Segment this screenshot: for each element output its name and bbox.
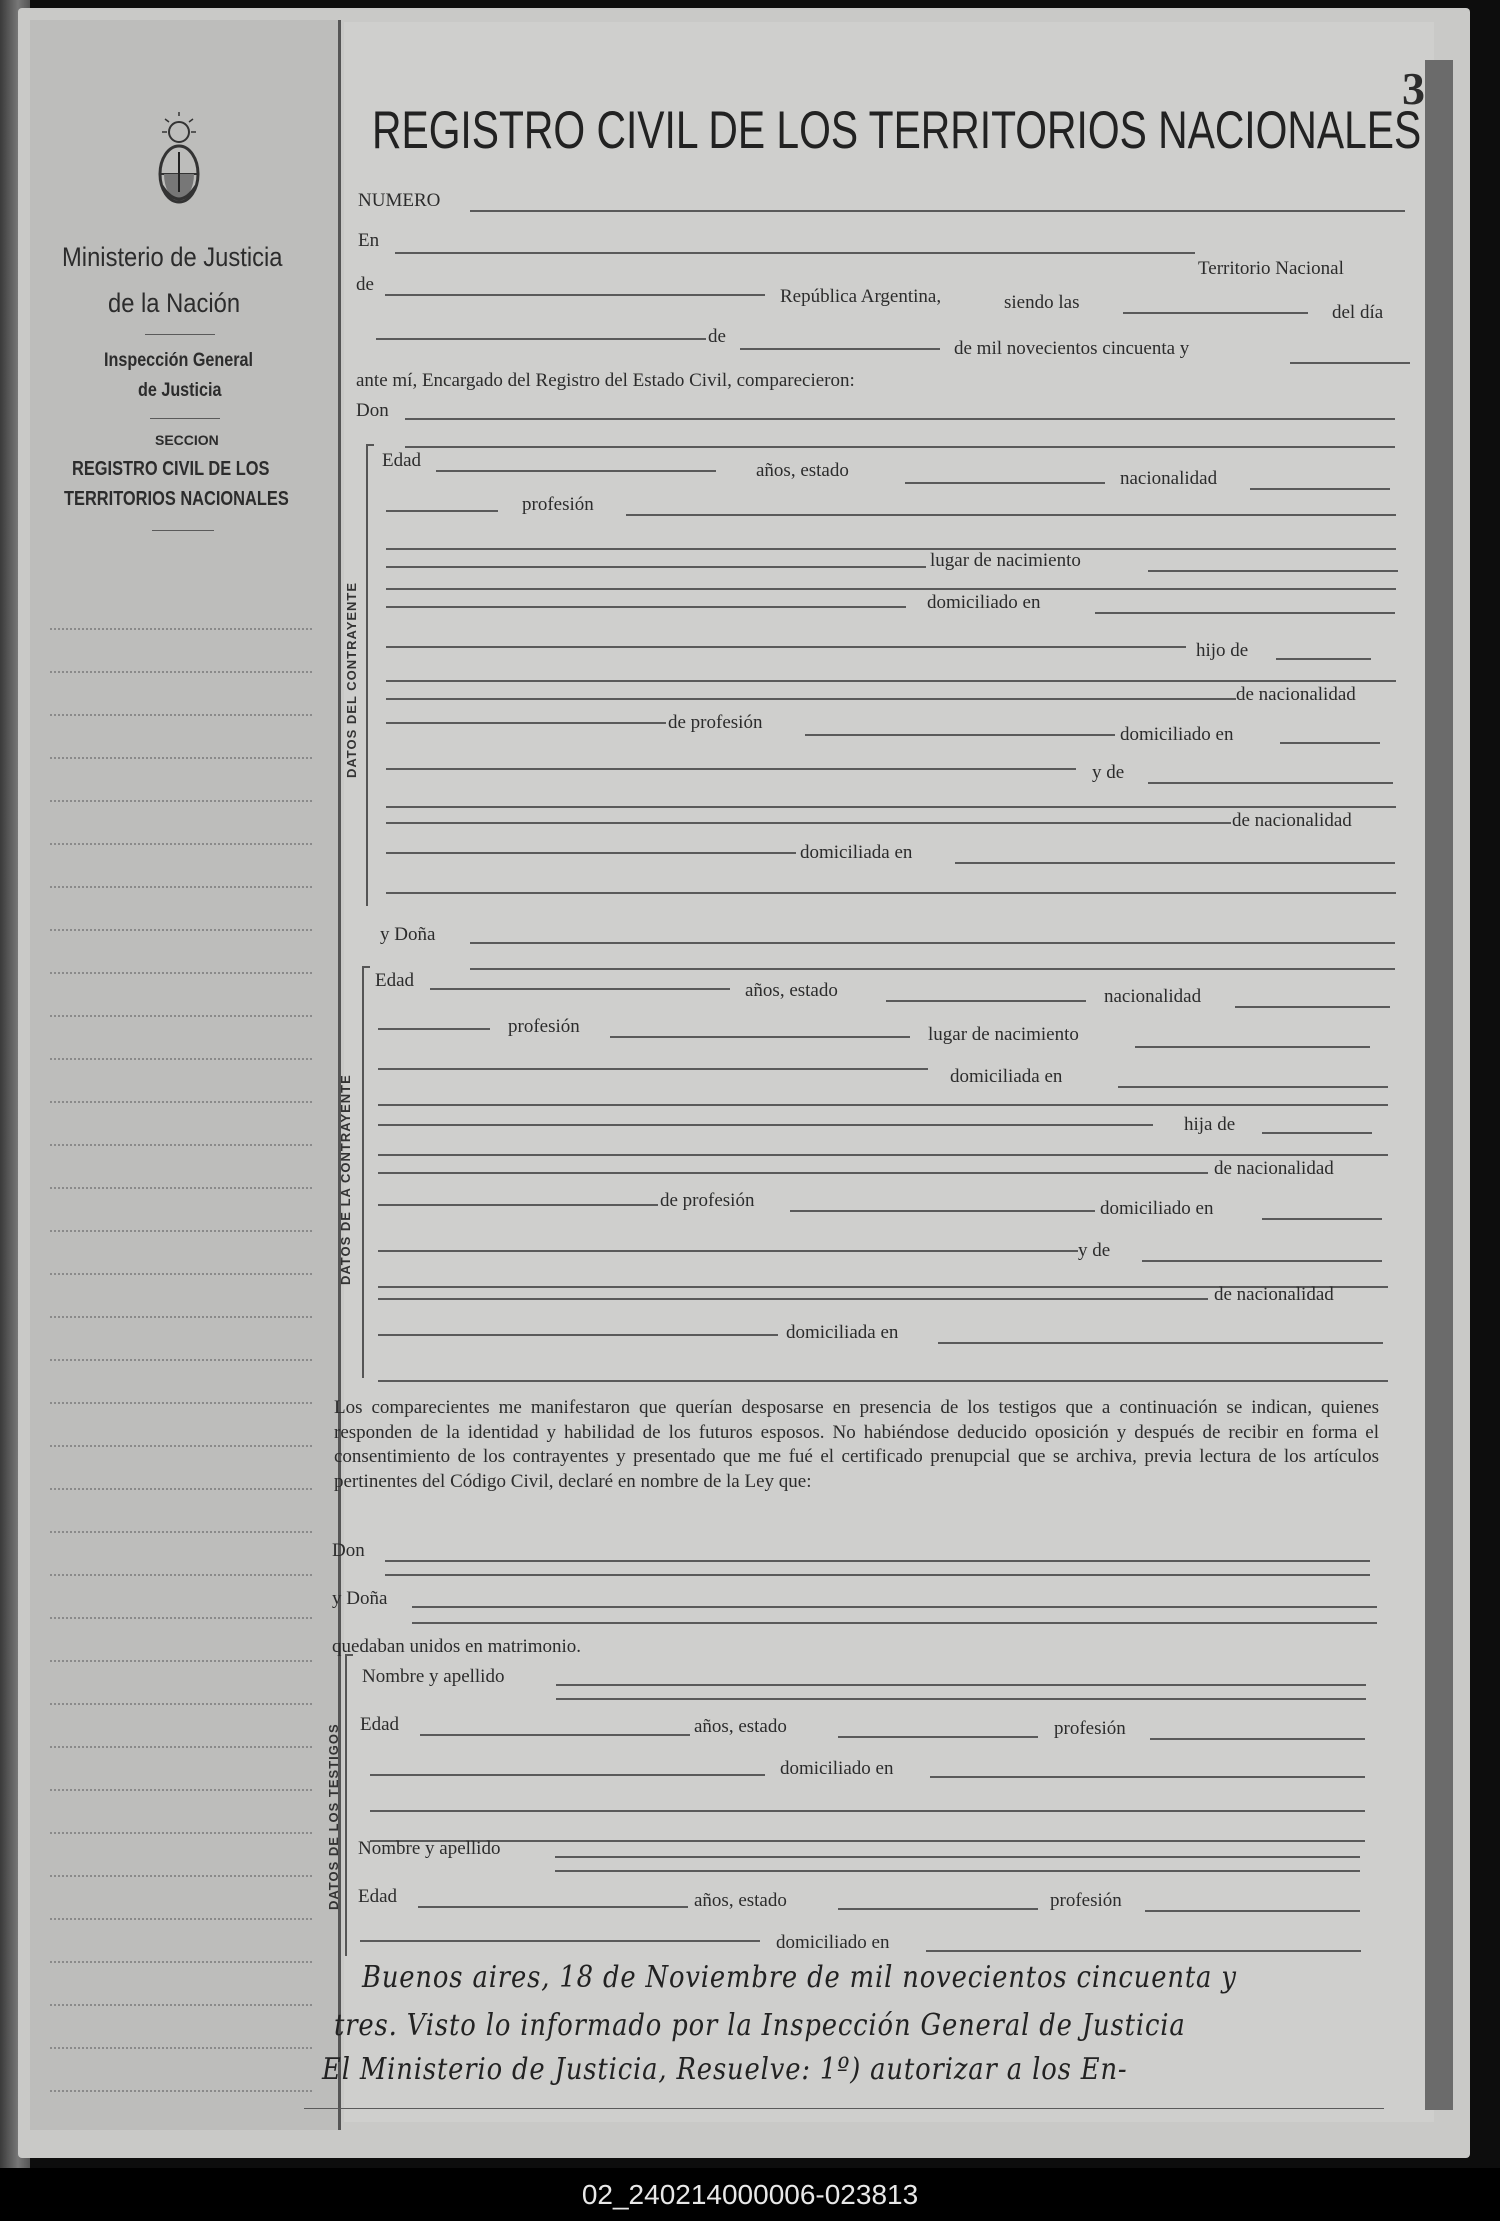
don-line <box>405 418 1395 420</box>
bride-anos-label: años, estado <box>745 980 838 1001</box>
groom-line-g <box>386 698 1236 700</box>
form-area <box>344 22 1434 2122</box>
w2-nombre-line2 <box>555 1870 1360 1872</box>
stub-dotted-line <box>50 886 312 888</box>
bride-yde-line <box>1142 1260 1382 1262</box>
y-dona-line2 <box>470 968 1395 970</box>
ante-label: ante mí, Encargado del Registro del Estado Civil, comparecieron: <box>356 370 855 391</box>
bride-line-h <box>378 1250 1078 1252</box>
bride-dom-line <box>1262 1218 1382 1220</box>
stub-dotted-line <box>50 972 312 974</box>
bride-deprof-label: de profesión <box>660 1190 755 1211</box>
numero-label: NUMERO <box>358 190 441 211</box>
stub-dotted-line <box>50 1402 312 1404</box>
groom-prof-line <box>626 514 1396 516</box>
groom-lugar-label: lugar de nacimiento <box>930 550 1081 571</box>
bride-line-e <box>378 1154 1388 1156</box>
stub-dotted-line <box>50 1230 312 1232</box>
stub-dotted-line <box>50 1789 312 1791</box>
groom-anos-label: años, estado <box>756 460 849 481</box>
handwriting-line3: El Ministerio de Justicia, Resuelve: 1º) autorizar a los En- <box>322 2052 1128 2087</box>
dia-line <box>376 338 706 340</box>
decl-don-label: Don <box>332 1540 365 1561</box>
stub-dotted-line <box>50 1703 312 1705</box>
stub-dotted-line <box>50 714 312 716</box>
bride-nac-label: nacionalidad <box>1104 986 1202 1007</box>
bride-deprof-line <box>790 1210 1095 1212</box>
w2-dom-line <box>926 1950 1361 1952</box>
w1-line-c <box>370 1840 1365 1842</box>
de-label: de <box>356 274 374 295</box>
stub-dotted-line <box>50 1746 312 1748</box>
bride-bracket <box>362 966 370 1378</box>
w1-edad-line <box>420 1734 690 1736</box>
groom-yde-line <box>1148 782 1393 784</box>
groom-hijo-line <box>1276 658 1371 660</box>
w2-nombre-line <box>555 1856 1360 1858</box>
republica-label: República Argentina, <box>780 286 942 307</box>
section-label: SECCION <box>155 432 219 448</box>
stub-dotted-line <box>50 2047 312 2049</box>
groom-line-a <box>386 548 1396 550</box>
ministry-line2: de la Nación <box>108 288 241 318</box>
groom-domda-line <box>955 862 1395 864</box>
groom-dom-line <box>1095 612 1395 614</box>
siendo-label: siendo las <box>1004 292 1080 313</box>
bride-denac-label: de nacionalidad <box>1214 1158 1334 1179</box>
inspection-line1: Inspección General <box>104 350 254 371</box>
groom-line-f <box>386 680 1396 682</box>
groom-dom2-label: domiciliado en <box>1120 724 1234 745</box>
stub-dotted-line <box>50 1488 312 1490</box>
bride-domda2-line <box>938 1342 1383 1344</box>
stub-dotted-line <box>50 628 312 630</box>
groom-estado-line <box>905 482 1105 484</box>
w1-dom-label: domiciliado en <box>780 1758 894 1779</box>
siendo-line <box>1123 312 1308 314</box>
bride-domda2-label: domiciliada en <box>786 1322 899 1343</box>
stub-dotted-line <box>50 843 312 845</box>
bride-domda-line <box>1118 1086 1388 1088</box>
bride-side-label: DATOS DE LA CONTRAYENTE <box>338 1074 353 1285</box>
w1-prof-line <box>1150 1738 1365 1740</box>
section-line2: TERRITORIOS NACIONALES <box>64 488 289 510</box>
mes-line <box>740 348 940 350</box>
decl-dona-line2 <box>412 1622 1377 1624</box>
w1-line-a <box>370 1774 765 1776</box>
stub-dotted-line <box>50 1015 312 1017</box>
bride-prof-label: profesión <box>508 1016 580 1037</box>
bride-lugar-label: lugar de nacimiento <box>928 1024 1079 1045</box>
groom-deprof-line <box>805 734 1115 736</box>
footer-bar <box>0 2168 1500 2221</box>
decl-don-line <box>385 1560 1370 1562</box>
stub-dotted-line <box>50 1058 312 1060</box>
groom-edad-line <box>436 470 716 472</box>
mil-label: de mil novecientos cincuenta y <box>954 338 1190 359</box>
en-label: En <box>358 230 380 251</box>
bride-line-j <box>378 1298 1208 1300</box>
w2-estado-line <box>838 1908 1038 1910</box>
bride-line-a <box>378 1028 490 1030</box>
groom-bracket <box>366 444 374 906</box>
don-line2 <box>405 446 1395 448</box>
stub-dotted-line <box>50 2004 312 2006</box>
form-title: REGISTRO CIVIL DE LOS TERRITORIOS NACIONALES <box>372 101 1422 160</box>
declaration-text: Los comparecientes me manifestaron que querían desposarse en presencia de los testigos que a continuación se indican, quienes responden de la identidad y habilidad de los futuros esposos. No habiéndose deducido oposición y después de recibir en forma el consentimiento de los contrayentes y presentado que me fué el certificado prenupcial que se archiva, previa lectura de los artículos pertinentes del Código Civil, declaré en nombre de la Ley que: <box>334 1397 1379 1492</box>
territorio-label: Territorio Nacional <box>1198 258 1344 279</box>
groom-domda-label: domiciliada en <box>800 842 913 863</box>
stub-dotted-line <box>50 1187 312 1189</box>
decl-dona-line <box>412 1606 1377 1608</box>
groom-nac-line <box>1250 488 1390 490</box>
bride-line-g <box>378 1204 658 1206</box>
bride-dom-label: domiciliado en <box>1100 1198 1214 1219</box>
w1-nombre-label: Nombre y apellido <box>362 1666 505 1687</box>
del-dia-label: del día <box>1332 302 1384 323</box>
bride-line-b <box>378 1068 928 1070</box>
stub-rule <box>150 418 220 419</box>
w2-line-a <box>360 1940 760 1942</box>
stub-dotted-line <box>50 1531 312 1533</box>
w1-nombre-line <box>556 1684 1366 1686</box>
groom-line-d <box>386 606 906 608</box>
stub-dotted-line <box>50 1273 312 1275</box>
w1-anos-label: años, estado <box>694 1716 787 1737</box>
inspection-line2: de Justicia <box>138 380 222 401</box>
bride-edad-line <box>430 988 730 990</box>
groom-denac-label: de nacionalidad <box>1236 684 1356 705</box>
groom-denac2-label: de nacionalidad <box>1232 810 1352 831</box>
stub-dotted-line <box>50 1445 312 1447</box>
bottom-rule <box>304 2108 1384 2109</box>
witness-side-label: DATOS DE LOS TESTIGOS <box>326 1723 341 1910</box>
stub-dotted-line <box>50 1574 312 1576</box>
groom-deprof-label: de profesión <box>668 712 763 733</box>
y-dona-label: y Doña <box>380 924 436 945</box>
w2-nombre-label: Nombre y apellido <box>358 1838 501 1859</box>
stub-dotted-line <box>50 757 312 759</box>
groom-line-j <box>386 806 1396 808</box>
numero-line <box>470 210 1405 212</box>
stub-dotted-line <box>50 1144 312 1146</box>
groom-prof-label: profesión <box>522 494 594 515</box>
section-line1: REGISTRO CIVIL DE LOS <box>72 458 270 480</box>
coat-of-arms-icon <box>156 112 202 218</box>
book-edge <box>1425 60 1453 2110</box>
groom-line-k <box>386 822 1231 824</box>
w2-prof-line <box>1145 1910 1360 1912</box>
anio-line <box>1290 362 1410 364</box>
groom-dom-label: domiciliado en <box>927 592 1041 613</box>
en-line <box>395 252 1195 254</box>
bride-hija-label: hija de <box>1184 1114 1236 1135</box>
de2-label: de <box>708 326 726 347</box>
bride-line-d <box>378 1124 1153 1126</box>
stub-dotted-line <box>50 1832 312 1834</box>
w1-prof-label: profesión <box>1054 1718 1126 1739</box>
stub-dotted-line <box>50 1660 312 1662</box>
bride-yde-label: y de <box>1078 1240 1111 1261</box>
w1-estado-line <box>838 1736 1038 1738</box>
groom-line-l <box>386 852 796 854</box>
left-stub <box>30 20 340 2130</box>
w1-line-b <box>370 1810 1365 1812</box>
bride-line-l <box>378 1380 1388 1382</box>
decl-dona-label: y Doña <box>332 1588 388 1609</box>
stub-dotted-line <box>50 1316 312 1318</box>
stub-dotted-line <box>50 1359 312 1361</box>
ministry-line1: Ministerio de Justicia <box>62 242 283 272</box>
decl-don-line2 <box>385 1574 1370 1576</box>
bride-edad-label: Edad <box>375 970 415 991</box>
page-number: 3 <box>1402 63 1425 114</box>
stub-dotted-line <box>50 671 312 673</box>
w1-nombre-line2 <box>556 1698 1366 1700</box>
w1-dom-line <box>930 1776 1365 1778</box>
stub-dotted-line <box>50 1875 312 1877</box>
stub-dotted-line <box>50 1918 312 1920</box>
groom-lugar-line <box>1148 570 1398 572</box>
groom-line-e <box>386 646 1186 648</box>
bride-line-k <box>378 1334 778 1336</box>
w2-edad-label: Edad <box>358 1886 398 1907</box>
bride-estado-line <box>886 1000 1086 1002</box>
w2-prof-label: profesión <box>1050 1890 1122 1911</box>
stub-dotted-line <box>50 800 312 802</box>
groom-side-label: DATOS DEL CONTRAYENTE <box>344 581 359 778</box>
don-label: Don <box>356 400 389 421</box>
stub-dotted-line <box>50 2090 312 2092</box>
bride-prof-line <box>610 1036 910 1038</box>
handwriting-line1: Buenos aires, 18 de Noviembre de mil novecientos cincuenta y <box>362 1960 1237 1995</box>
quedaban-label: quedaban unidos en matrimonio. <box>332 1636 582 1657</box>
bride-line-c <box>378 1104 1388 1106</box>
bride-lugar-line <box>1135 1046 1370 1048</box>
witness-bracket <box>345 1654 353 1956</box>
groom-line-i <box>386 768 1076 770</box>
groom-line-m <box>386 892 1396 894</box>
bride-domda-label: domiciliada en <box>950 1066 1063 1087</box>
stub-dotted-line <box>50 1961 312 1963</box>
stub-dotted-line <box>50 1617 312 1619</box>
handwriting-line2: tres. Visto lo informado por la Inspección General de Justicia <box>334 2008 1186 2043</box>
groom-hijo-label: hijo de <box>1196 640 1249 661</box>
groom-line-c <box>386 588 1396 590</box>
de-line <box>385 294 765 296</box>
bride-line-f <box>378 1172 1208 1174</box>
w1-edad-label: Edad <box>360 1714 400 1735</box>
w2-dom-label: domiciliado en <box>776 1932 890 1953</box>
groom-line-h <box>386 722 666 724</box>
y-dona-line <box>470 942 1395 944</box>
w2-edad-line <box>418 1906 688 1908</box>
bride-nac-line <box>1235 1006 1390 1008</box>
groom-nac-line2 <box>386 510 498 512</box>
groom-yde-label: y de <box>1092 762 1125 783</box>
w2-anos-label: años, estado <box>694 1890 787 1911</box>
groom-edad-label: Edad <box>382 450 422 471</box>
stub-rule <box>152 530 214 531</box>
footer-id: 02_240214000006-023813 <box>581 2179 919 2210</box>
stub-rule <box>145 334 215 335</box>
groom-dom2-line <box>1280 742 1380 744</box>
groom-line-b <box>386 566 926 568</box>
groom-nac-label: nacionalidad <box>1120 468 1218 489</box>
stub-dotted-line <box>50 1101 312 1103</box>
bride-hija-line <box>1262 1132 1372 1134</box>
stub-dotted-line <box>50 929 312 931</box>
bride-denac2-label: de nacionalidad <box>1214 1284 1334 1305</box>
